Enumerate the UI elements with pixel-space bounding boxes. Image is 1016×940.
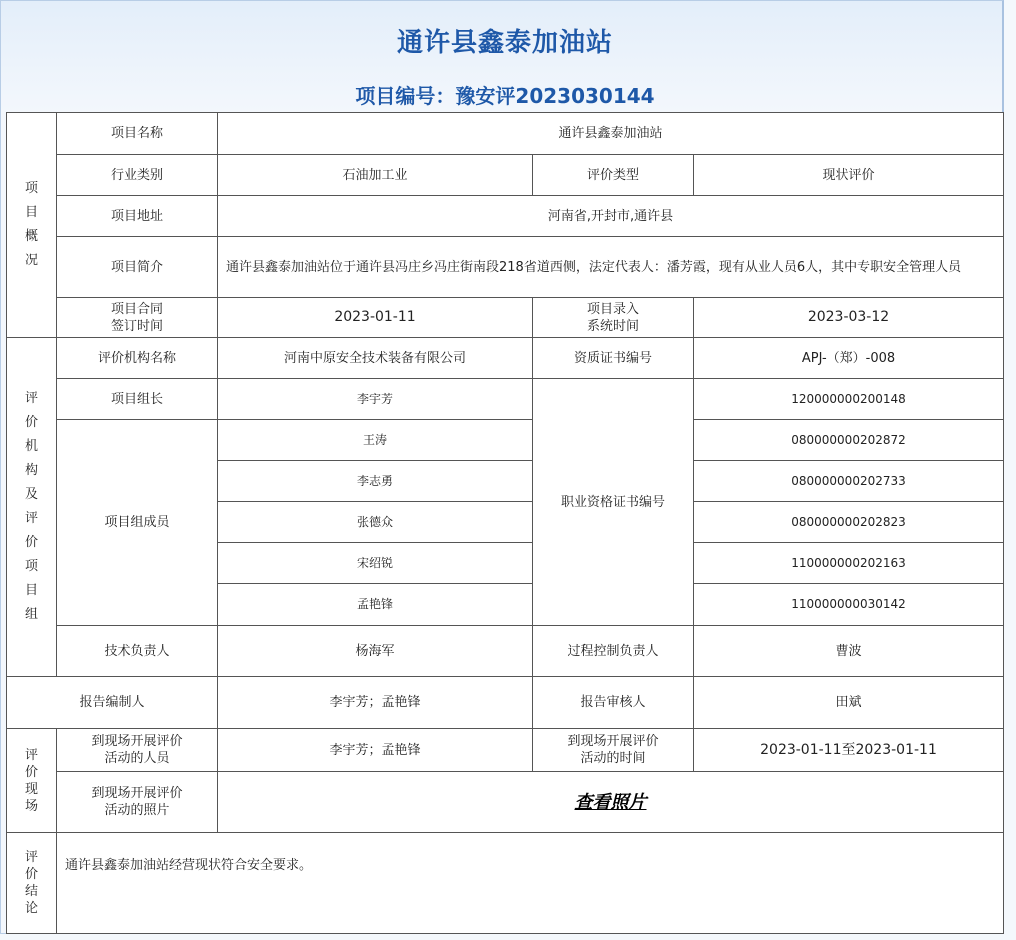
- entry-time-label-line2: 系统时间: [586, 318, 639, 334]
- section-label-char: 评: [24, 391, 38, 406]
- leader-label: 项目组长: [57, 379, 218, 420]
- member-name: 宋绍锐: [218, 543, 533, 584]
- member-cert: 080000000202733: [694, 461, 1004, 502]
- member-name: 李志勇: [218, 461, 533, 502]
- section-label-char: 价: [24, 415, 38, 430]
- view-photos-link[interactable]: 查看照片: [574, 791, 647, 813]
- intro-value: 通许县鑫泰加油站位于通许县冯庄乡冯庄街南段218省道西侧，法定代表人：潘芳霞，现有从业人员6人，其中专职安全管理人员: [218, 237, 1004, 298]
- eval-type-value: 现状评价: [694, 155, 1004, 196]
- site-photo-label-line1: 到现场开展评价: [91, 786, 183, 801]
- site-photo-label-line2: 活动的照片: [104, 803, 170, 818]
- section-label-char: 组: [24, 607, 38, 622]
- section-label-char: 概: [24, 229, 38, 244]
- conclusion-section-label: [7, 833, 57, 934]
- section-label-char: 评: [24, 850, 38, 865]
- section-label-char: 评: [24, 511, 38, 526]
- site-section-label: [7, 729, 57, 833]
- report-author-value: 李宇芳；孟艳锋: [218, 677, 533, 729]
- site-people-label-line1: 到现场开展评价: [91, 734, 183, 749]
- member-name: 孟艳锋: [218, 584, 533, 626]
- site-photo-cell: [218, 772, 1004, 833]
- agency-section-label: [7, 338, 57, 677]
- report-reviewer-label: 报告审核人: [533, 677, 694, 729]
- industry-label: 行业类别: [57, 155, 218, 196]
- project-name-value: 通许县鑫泰加油站: [218, 113, 1004, 155]
- section-label-char: 价: [24, 535, 38, 550]
- member-cert: 110000000030142: [694, 584, 1004, 626]
- industry-value: 石油加工业: [218, 155, 533, 196]
- section-label-char: 评: [24, 747, 38, 763]
- address-label: 项目地址: [57, 196, 218, 237]
- entry-time-label: [533, 298, 694, 338]
- report-reviewer-value: 田斌: [694, 677, 1004, 729]
- member-name: 张德众: [218, 502, 533, 543]
- overview-section-label: [7, 113, 57, 338]
- project-name-label: 项目名称: [57, 113, 218, 155]
- section-label-char: 论: [24, 901, 38, 916]
- page-title: 通许县鑫泰加油站: [396, 28, 613, 58]
- site-people-label: [57, 729, 218, 772]
- section-label-char: 结: [24, 884, 38, 899]
- eval-type-label: 评价类型: [533, 155, 694, 196]
- site-people-value: 李宇芳；孟艳锋: [218, 729, 533, 772]
- section-label-char: 价: [24, 764, 38, 780]
- contract-time-value: 2023-01-11: [218, 298, 533, 338]
- section-label-char: 及: [24, 487, 38, 502]
- member-cert: 110000000202163: [694, 543, 1004, 584]
- qualification-label: 职业资格证书编号: [533, 379, 694, 626]
- contract-time-label-line2: 签订时间: [110, 318, 163, 334]
- site-time-value: 2023-01-11至2023-01-11: [694, 729, 1004, 772]
- section-label-char: 构: [24, 463, 38, 478]
- entry-time-value: 2023-03-12: [694, 298, 1004, 338]
- project-number: 项目编号：豫安评2023030144: [355, 84, 655, 108]
- process-control-value: 曹波: [694, 626, 1004, 677]
- member-cert: 080000000202823: [694, 502, 1004, 543]
- section-label-char: 目: [24, 583, 38, 598]
- section-label-char: 价: [24, 867, 38, 882]
- conclusion-text: 通许县鑫泰加油站经营现状符合安全要求。: [57, 833, 1004, 934]
- site-time-label-line1: 到现场开展评价: [567, 734, 659, 749]
- entry-time-label-line1: 项目录入: [586, 301, 639, 317]
- site-photo-label: [57, 772, 218, 833]
- contract-time-label-line1: 项目合同: [110, 301, 163, 317]
- members-label: 项目组成员: [57, 420, 218, 626]
- tech-lead-value: 杨海军: [218, 626, 533, 677]
- section-label-char: 况: [24, 253, 38, 268]
- tech-lead-label: 技术负责人: [57, 626, 218, 677]
- section-label-char: 目: [24, 205, 38, 220]
- org-name-value: 河南中原安全技术装备有限公司: [218, 338, 533, 379]
- section-label-char: 场: [24, 798, 38, 814]
- address-value: 河南省,开封市,通许县: [218, 196, 1004, 237]
- section-label-char: 项: [24, 559, 38, 574]
- leader-name: 李宇芳: [218, 379, 533, 420]
- member-name: 王涛: [218, 420, 533, 461]
- section-label-char: 现: [24, 781, 38, 797]
- qualification-cert-label: 资质证书编号: [533, 338, 694, 379]
- section-label-char: 项: [24, 181, 38, 196]
- org-name-label: 评价机构名称: [57, 338, 218, 379]
- site-time-label-line2: 活动的时间: [580, 751, 646, 766]
- section-label-char: 机: [24, 439, 38, 454]
- leader-cert: 120000000200148: [694, 379, 1004, 420]
- process-control-label: 过程控制负责人: [533, 626, 694, 677]
- site-people-label-line2: 活动的人员: [104, 751, 170, 766]
- site-time-label: [533, 729, 694, 772]
- report-author-label: 报告编制人: [7, 677, 218, 729]
- contract-time-label: [57, 298, 218, 338]
- qualification-cert-value: APJ-（郑）-008: [694, 338, 1004, 379]
- intro-label: 项目简介: [57, 237, 218, 298]
- member-cert: 080000000202872: [694, 420, 1004, 461]
